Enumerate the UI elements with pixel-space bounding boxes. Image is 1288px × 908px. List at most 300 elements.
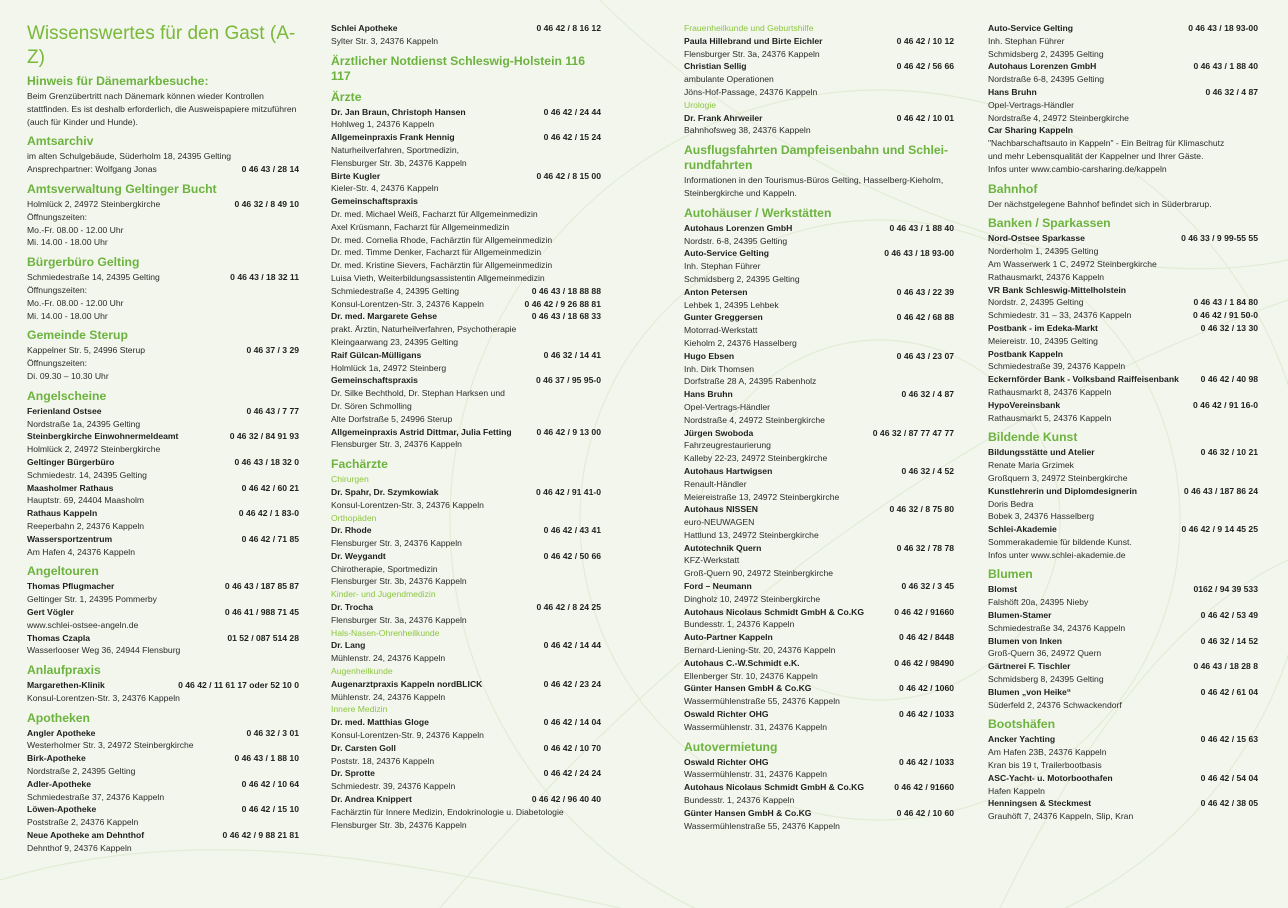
entry-name: Margarethen-Klinik xyxy=(27,680,105,691)
phone-number: 0 46 42 / 54 04 xyxy=(1200,772,1258,783)
section-title: Banken / Sparkassen xyxy=(988,216,1111,231)
section-title: Gemeinde Sterup xyxy=(27,328,128,343)
list-item xyxy=(988,583,1258,609)
section xyxy=(27,182,299,249)
entry-line: Inh. Dirk Thomsen xyxy=(684,363,755,374)
list-item xyxy=(684,756,954,782)
entry-name: Dr. Weygandt xyxy=(331,550,386,561)
column-2 xyxy=(331,22,601,837)
phone-number: 0 46 33 / 9 99-55 55 xyxy=(1181,233,1258,244)
entry-line: Dr. Sören Schmolling xyxy=(331,400,412,411)
entry-header xyxy=(684,708,954,721)
entry-line: Öffnungszeiten: xyxy=(27,358,88,369)
list-item xyxy=(684,657,954,683)
entry-name: Dr. Sprotte xyxy=(331,768,375,779)
entry-line: Naturheilverfahren, Sportmedizin, xyxy=(331,144,460,155)
entry-name: Bildungsstätte und Atelier xyxy=(988,447,1095,458)
entry-header xyxy=(331,742,601,755)
entry-name: Adler-Apotheke xyxy=(27,778,91,789)
entry-line: Flensburger Str. 3b, 24376 Kappeln xyxy=(331,576,467,587)
list-item xyxy=(331,639,601,665)
entry-header xyxy=(684,465,954,478)
list-item xyxy=(684,682,954,708)
list-item xyxy=(331,170,601,196)
entry-line: Ellenberger Str. 10, 24376 Kappeln xyxy=(684,670,818,681)
entry-name: Steinbergkirche Einwohnermeldeamt xyxy=(27,431,179,442)
entry-name: Maasholmer Rathaus xyxy=(27,482,114,493)
phone-number: 0 46 43 / 1 84 80 xyxy=(1193,297,1258,308)
entry-line: Flensburger Str. 3, 24376 Kappeln xyxy=(331,538,462,549)
phone-number: 0 46 42 / 8 24 25 xyxy=(536,602,601,613)
entry-line: Motorrad-Werkstatt xyxy=(684,325,758,336)
entry-line: Chirotherapie, Sportmedizin xyxy=(331,563,438,574)
entry-name: Ford – Neumann xyxy=(684,581,752,592)
entry-name: Dr. Andrea Knippert xyxy=(331,794,412,805)
entry-line: Mo.-Fr. 08.00 - 12.00 Uhr xyxy=(27,224,124,235)
list-item xyxy=(988,124,1258,175)
entry-header xyxy=(684,388,954,401)
entry-name: Autohaus NISSEN xyxy=(684,504,759,515)
section-title: Angeltouren xyxy=(27,564,99,579)
entry-header xyxy=(988,60,1258,73)
phone-number: 0 46 43 / 18 93-00 xyxy=(1188,23,1258,33)
entry-line: Flensburger Str. 3b, 24376 Kappeln xyxy=(331,819,467,830)
list-item xyxy=(684,311,954,349)
entry-header xyxy=(988,523,1258,536)
phone-number: 0 46 42 / 68 88 xyxy=(896,312,954,323)
entry-name: Dr. Spahr, Dr. Szymkowiak xyxy=(331,486,439,497)
subcategory-label: Kinder- und Jugendmedizin xyxy=(331,589,436,600)
entry-line: KFZ-Werkstatt xyxy=(684,555,740,566)
list-item xyxy=(331,601,601,627)
phone-number: 0 46 42 / 24 24 xyxy=(543,768,601,779)
list-item xyxy=(988,446,1258,484)
entry-header xyxy=(27,533,299,546)
section-title: Bahnhof xyxy=(988,181,1038,196)
entry-name: Anton Petersen xyxy=(684,286,748,297)
list-item xyxy=(684,112,954,138)
entry-line: Fahrzeugrestaurierung xyxy=(684,440,771,451)
phone-number: 0 46 42 / 9 26 88 81 xyxy=(524,298,601,309)
entry-line: Inh. Stephan Führer xyxy=(988,35,1065,46)
section-note: Informationen in den Tourismus-Büros Gelting, Hasselberg-Kieholm, Steinbergkirche und Kappeln. xyxy=(684,175,944,198)
entry-name: Gärtnerei F. Tischler xyxy=(988,661,1071,672)
entry-header xyxy=(988,446,1258,459)
list-item xyxy=(331,716,601,742)
entry-name: Hans Bruhn xyxy=(684,389,733,400)
entry-line: Nordstr. 6-8, 24395 Gelting xyxy=(684,235,788,246)
entry-line: Nordstraße 1a, 24395 Gelting xyxy=(27,418,141,429)
entry-line: Infos unter www.schlei-akademie.de xyxy=(988,549,1126,560)
list-item xyxy=(988,523,1258,561)
list-item xyxy=(331,767,601,793)
section xyxy=(684,143,954,200)
list-item xyxy=(684,631,954,657)
phone-number: 0 46 43 / 18 93-00 xyxy=(884,248,954,259)
list-item xyxy=(684,465,954,503)
list-item xyxy=(331,131,601,169)
entry-header xyxy=(27,507,299,520)
phone-number: 0 46 42 / 8 15 00 xyxy=(536,170,601,181)
entry-header xyxy=(331,678,601,691)
entry-line: Lehbek 1, 24395 Lehbek xyxy=(684,299,779,310)
section xyxy=(27,564,299,657)
entry-line: Infos unter www.cambio-carsharing.de/kappeln xyxy=(988,163,1167,174)
phone-number: 0 46 42 / 71 85 xyxy=(241,533,299,544)
entry-line: Holmlück 2, 24972 Steinbergkirche xyxy=(27,444,161,455)
phone-number: 0 46 42 / 15 63 xyxy=(1200,734,1258,745)
entry-line: Bobek 3, 24376 Hasselberg xyxy=(988,511,1095,522)
entry-header xyxy=(988,733,1258,746)
entry-header xyxy=(27,727,299,740)
list-item xyxy=(27,430,299,456)
entry-name: Günter Hansen GmbH & Co.KG xyxy=(684,683,812,694)
entry-line: Renault-Händler xyxy=(684,478,747,489)
entry-name: Autohaus Hartwigsen xyxy=(684,465,773,476)
entry-name: Eckernförder Bank - Volksband Raiffeisenbank xyxy=(988,374,1179,385)
entry-header xyxy=(27,198,299,211)
entry-line: Hafen Kappeln xyxy=(988,785,1045,796)
entry-header xyxy=(988,86,1258,99)
phone-number: 0 46 43 / 18 88 88 xyxy=(531,285,601,296)
entry-line: Hohlweg 1, 24376 Kappeln xyxy=(331,119,435,130)
entry-line: Holmlück 2, 24972 Steinbergkirche xyxy=(27,198,161,209)
section xyxy=(988,22,1258,176)
entry-name: Autohaus Nicolaus Schmidt GmbH & Co.KG xyxy=(684,782,865,793)
list-item xyxy=(27,271,299,322)
entry-line: Groß-Quern 90, 24972 Steinbergkirche xyxy=(684,568,834,579)
entry-name: Geltinger Bürgerbüro xyxy=(27,456,115,467)
entry-header xyxy=(27,606,299,619)
list-item xyxy=(331,486,601,512)
entry-name: Rathaus Kappeln xyxy=(27,508,98,519)
entry-line: Öffnungszeiten: xyxy=(27,284,88,295)
section xyxy=(27,328,299,382)
entry-line: Schmiedestraße 14, 24395 Gelting xyxy=(27,272,160,283)
entry-header xyxy=(331,22,601,35)
section xyxy=(331,457,601,831)
list-item xyxy=(331,285,601,298)
section-title: Bürgerbüro Gelting xyxy=(27,255,140,270)
entry-name: Wassersportzentrum xyxy=(27,533,113,544)
entry-line: Dorfstraße 28 A, 24395 Rabenholz xyxy=(684,376,817,387)
entry-header xyxy=(988,583,1258,596)
entry-header xyxy=(988,399,1258,412)
phone-number: 0 46 42 / 23 24 xyxy=(543,678,601,689)
phone-number: 0 46 42 / 40 98 xyxy=(1200,374,1258,385)
page-title: Wissenswertes für den Gast (A-Z) xyxy=(27,23,296,68)
section xyxy=(331,54,601,84)
column-1 xyxy=(27,22,299,861)
list-item xyxy=(27,405,299,431)
subcategory-label: Augenheilkunde xyxy=(331,666,393,677)
list-item xyxy=(988,485,1258,523)
section-title: Angelscheine xyxy=(27,388,107,403)
entry-line: Schmiedestraße 39, 24376 Kappeln xyxy=(988,361,1126,372)
phone-number: 0 46 43 / 1 88 40 xyxy=(1193,61,1258,72)
entry-name: Auto-Service Gelting xyxy=(988,23,1073,33)
entry-name: Postbank Kappeln xyxy=(988,348,1063,359)
entry-line: Poststr. 18, 24376 Kappeln xyxy=(331,755,435,766)
list-item xyxy=(331,550,601,588)
list-item xyxy=(27,456,299,482)
entry-name: Dr. med. Matthias Gloge xyxy=(331,717,429,728)
entry-line: Flensburger Str. 3, 24376 Kappeln xyxy=(331,439,462,450)
list-item xyxy=(27,482,299,508)
entry-header xyxy=(684,682,954,695)
section-title: Autohäuser / Werkstätten xyxy=(684,205,832,220)
entry-header xyxy=(27,482,299,495)
entry-header xyxy=(684,350,954,363)
entry-line: Opel-Vertrags-Händler xyxy=(684,401,770,412)
entry-name: Blumen von Inken xyxy=(988,635,1063,646)
entry-name: Dr. med. Margarete Gehse xyxy=(331,311,438,322)
entry-header xyxy=(684,631,954,644)
entry-line: "Nachbarschaftsauto in Kappeln" - Ein Beitrag für Klimaschutz xyxy=(988,138,1225,149)
entry-name: Gert Vögler xyxy=(27,606,74,617)
entry-name: Günter Hansen GmbH & Co.KG xyxy=(684,807,812,818)
section xyxy=(988,216,1258,424)
list-item xyxy=(684,580,954,606)
entry-header xyxy=(988,609,1258,622)
list-item xyxy=(684,286,954,312)
entry-line: Groß-Quern 36, 24972 Quern xyxy=(988,648,1102,659)
section xyxy=(27,134,299,176)
entry-header xyxy=(331,310,601,323)
entry-header xyxy=(988,124,1258,137)
list-item xyxy=(988,733,1258,771)
entry-line: Nordstraße 4, 24972 Steinbergkirche xyxy=(684,414,825,425)
section-title: Ärztlicher Notdienst Schleswig-Holstein 116 117 xyxy=(331,53,585,83)
phone-number: 0 46 42 / 91660 xyxy=(894,782,954,793)
entry-header xyxy=(27,271,299,284)
list-item xyxy=(27,163,299,176)
entry-line: Konsul-Lorentzen-Str. 9, 24376 Kappeln xyxy=(331,730,484,741)
phone-number: 0 46 32 / 14 41 xyxy=(543,349,601,360)
entry-line: Mi. 14.00 - 18.00 Uhr xyxy=(27,237,108,248)
list-item xyxy=(988,86,1258,124)
phone-number: 0 46 43 / 22 39 xyxy=(896,286,954,297)
entry-line: Dr. med. Michael Weiß, Facharzt für Allgemeinmedizin xyxy=(331,208,538,219)
entry-line: Renate Maria Grzimek xyxy=(988,460,1074,471)
entry-line: Schmiedestraße 37, 24376 Kappeln xyxy=(27,791,165,802)
list-item xyxy=(331,22,601,48)
section-title: Bootshäfen xyxy=(988,717,1056,732)
list-item xyxy=(684,781,954,807)
entry-line: Wassermühlenstr. 31, 24376 Kappeln xyxy=(684,721,827,732)
entry-line: Schmidsberg 8, 24395 Gelting xyxy=(988,674,1104,685)
entry-line: Flensburger Str. 3b, 24376 Kappeln xyxy=(331,157,467,168)
entry-header xyxy=(331,601,601,614)
entry-line: Mühlenstr. 24, 24376 Kappeln xyxy=(331,653,446,664)
entry-header xyxy=(684,112,954,125)
entry-line: Bundesstr. 1, 24376 Kappeln xyxy=(684,795,795,806)
phone-number: 0 46 42 / 8 16 12 xyxy=(536,23,601,33)
phone-number: 0 46 43 / 187 85 87 xyxy=(224,581,299,592)
entry-name: Autohaus Lorenzen GmbH xyxy=(988,61,1097,72)
entry-line: Öffnungszeiten: xyxy=(27,211,88,222)
list-item xyxy=(331,426,601,452)
phone-number: 0 46 42 / 24 44 xyxy=(543,106,601,117)
entry-line: Ansprechpartner: Wolfgang Jonas xyxy=(27,164,157,175)
entry-name: Schlei Apotheke xyxy=(331,23,398,33)
list-item xyxy=(988,399,1258,425)
entry-line: ambulante Operationen xyxy=(684,74,774,85)
list-item xyxy=(988,797,1258,823)
phone-number: 0 46 43 / 1 88 10 xyxy=(234,753,299,764)
phone-number: 0 46 42 / 91660 xyxy=(894,606,954,617)
list-item xyxy=(988,322,1258,348)
list-item xyxy=(988,284,1258,297)
list-item xyxy=(988,60,1258,86)
entry-line: Großquern 3, 24972 Steinbergkirche xyxy=(988,472,1128,483)
list-item xyxy=(27,752,299,778)
list-item xyxy=(27,829,299,855)
entry-line: euro-NEUWAGEN xyxy=(684,517,755,528)
list-item xyxy=(27,150,299,163)
entry-name: Henningsen & Steckmest xyxy=(988,798,1092,809)
entry-header xyxy=(27,829,299,842)
entry-line: im alten Schulgebäude, Süderholm 18, 24395 Gelting xyxy=(27,151,232,162)
section-title: Blumen xyxy=(988,567,1033,582)
phone-number: 0 46 32 / 3 01 xyxy=(246,727,299,738)
entry-name: Thomas Pflugmacher xyxy=(27,581,115,592)
list-item xyxy=(331,310,601,348)
section xyxy=(27,389,299,559)
list-item xyxy=(684,247,954,285)
section-title: Amtsarchiv xyxy=(27,134,94,149)
list-item xyxy=(988,686,1258,712)
phone-number: 0 46 42 / 10 64 xyxy=(241,778,299,789)
entry-header xyxy=(27,632,299,645)
list-item xyxy=(988,772,1258,798)
phone-number: 0 46 32 / 4 87 xyxy=(1205,86,1258,97)
phone-number: 0 46 42 / 11 61 17 oder 52 10 0 xyxy=(178,680,299,691)
section xyxy=(27,74,299,128)
entry-header xyxy=(988,296,1258,309)
entry-header xyxy=(684,503,954,516)
entry-name: Auto-Partner Kappeln xyxy=(684,632,773,643)
phone-number: 0 46 32 / 8 49 10 xyxy=(234,198,299,209)
section xyxy=(988,430,1258,561)
entry-header xyxy=(331,426,601,439)
entry-name: Birk-Apotheke xyxy=(27,753,86,764)
entry-line: Opel-Vertrags-Händler xyxy=(988,99,1074,110)
subcategory-label: Hals-Nasen-Ohrenheilkunde xyxy=(331,627,440,638)
list-item xyxy=(684,388,954,426)
phone-number: 0 46 42 / 15 24 xyxy=(543,132,601,143)
section xyxy=(27,255,299,322)
entry-header xyxy=(988,322,1258,335)
entry-line: Konsul-Lorentzen-Str. 3, 24376 Kappeln xyxy=(27,692,180,703)
entry-name: Raif Gülcan-Mülligans xyxy=(331,349,422,360)
entry-line: Poststraße 2, 24376 Kappeln xyxy=(27,817,139,828)
entry-header xyxy=(684,35,954,48)
phone-number: 0 46 43 / 18 32 0 xyxy=(234,456,299,467)
entry-line: Rathausmarkt 8, 24376 Kappeln xyxy=(988,386,1112,397)
list-item xyxy=(988,609,1258,635)
entry-name: Gunter Greggersen xyxy=(684,312,763,323)
phone-number: 0 46 42 / 1033 xyxy=(899,709,954,720)
entry-name: Jürgen Swoboda xyxy=(684,427,754,438)
section-title: Bildende Kunst xyxy=(988,430,1078,445)
entry-header xyxy=(684,657,954,670)
list-item xyxy=(988,635,1258,661)
list-item xyxy=(988,296,1258,309)
section xyxy=(331,90,601,452)
entry-header xyxy=(988,485,1258,498)
entry-line: Axel Krüsmann, Facharzt für Allgemeinmedizin xyxy=(331,221,510,232)
list-item xyxy=(331,524,601,550)
list-item xyxy=(27,606,299,632)
entry-line: www.schlei-ostsee-angeln.de xyxy=(27,619,139,630)
entry-line: Meiereistraße 13, 24972 Steinbergkirche xyxy=(684,491,840,502)
entry-line: Kieholm 2, 24376 Hasselberg xyxy=(684,337,797,348)
entry-header xyxy=(27,430,299,443)
entry-name: Dr. Rhode xyxy=(331,525,372,536)
section xyxy=(988,717,1258,823)
list-item xyxy=(684,708,954,734)
entry-header xyxy=(331,170,601,183)
phone-number: 0 46 43 / 7 77 xyxy=(246,405,299,416)
list-item xyxy=(684,807,954,833)
phone-number: 0 46 42 / 91 41-0 xyxy=(536,486,601,497)
list-item xyxy=(27,632,299,658)
entry-header xyxy=(684,311,954,324)
list-item xyxy=(331,374,601,425)
phone-number: 0 46 32 / 8 75 80 xyxy=(889,504,954,515)
entry-line: Bundesstr. 1, 24376 Kappeln xyxy=(684,619,795,630)
entry-line: Mi. 14.00 - 18.00 Uhr xyxy=(27,310,108,321)
section-title: Ausflugsfahrten Dampfeisenbahn und Schlei-rundfahrten xyxy=(684,143,949,173)
entry-header xyxy=(988,797,1258,810)
list-item xyxy=(27,198,299,249)
list-item xyxy=(27,778,299,804)
entry-header xyxy=(331,195,601,208)
entry-line: Schmiedestr. 14, 24395 Gelting xyxy=(27,469,147,480)
entry-name: Ancker Yachting xyxy=(988,734,1056,745)
subcategory-label: Innere Medizin xyxy=(331,704,388,715)
phone-number: 0 46 32 / 4 52 xyxy=(901,465,954,476)
entry-name: Paula Hillebrand und Birte Eichler xyxy=(684,35,823,46)
phone-number: 0 46 32 / 13 30 xyxy=(1200,322,1258,333)
entry-name: Autohaus Nicolaus Schmidt GmbH & Co.KG xyxy=(684,606,865,617)
section-title: Apotheken xyxy=(27,710,90,725)
entry-header xyxy=(331,716,601,729)
phone-number: 0 46 43 / 23 07 xyxy=(896,350,954,361)
entry-header xyxy=(331,374,601,387)
section-title: Anlaufpraxis xyxy=(27,663,101,678)
entry-line: Bahnhofsweg 38, 24376 Kappeln xyxy=(684,125,811,136)
entry-line: Falshöft 20a, 24395 Nieby xyxy=(988,597,1089,608)
entry-header xyxy=(684,756,954,769)
entry-line: Dingholz 10, 24972 Steinbergkirche xyxy=(684,593,821,604)
entry-line: und mehr Lebensqualität der Kappelner und Ihrer Gäste. xyxy=(988,150,1204,161)
subcategory-label: Frauenheilkunde und Geburtshilfe xyxy=(684,23,814,33)
entry-line: Wassermühlenstr. 31, 24376 Kappeln xyxy=(684,769,827,780)
phone-number: 0 46 42 / 8448 xyxy=(899,632,954,643)
entry-name: Gemeinschaftspraxis xyxy=(331,375,418,386)
phone-number: 0 46 43 / 18 68 33 xyxy=(531,311,601,322)
list-item xyxy=(684,222,954,248)
phone-number: 0 46 42 / 1033 xyxy=(899,756,954,767)
list-item xyxy=(988,232,1258,283)
phone-number: 0 46 42 / 1060 xyxy=(899,683,954,694)
entry-line: Am Hafen 4, 24376 Kappeln xyxy=(27,546,135,557)
entry-header xyxy=(27,405,299,418)
entry-name: Dr. Jan Braun, Christoph Hansen xyxy=(331,106,466,117)
entry-line: Westerholmer Str. 3, 24972 Steinbergkirche xyxy=(27,740,194,751)
